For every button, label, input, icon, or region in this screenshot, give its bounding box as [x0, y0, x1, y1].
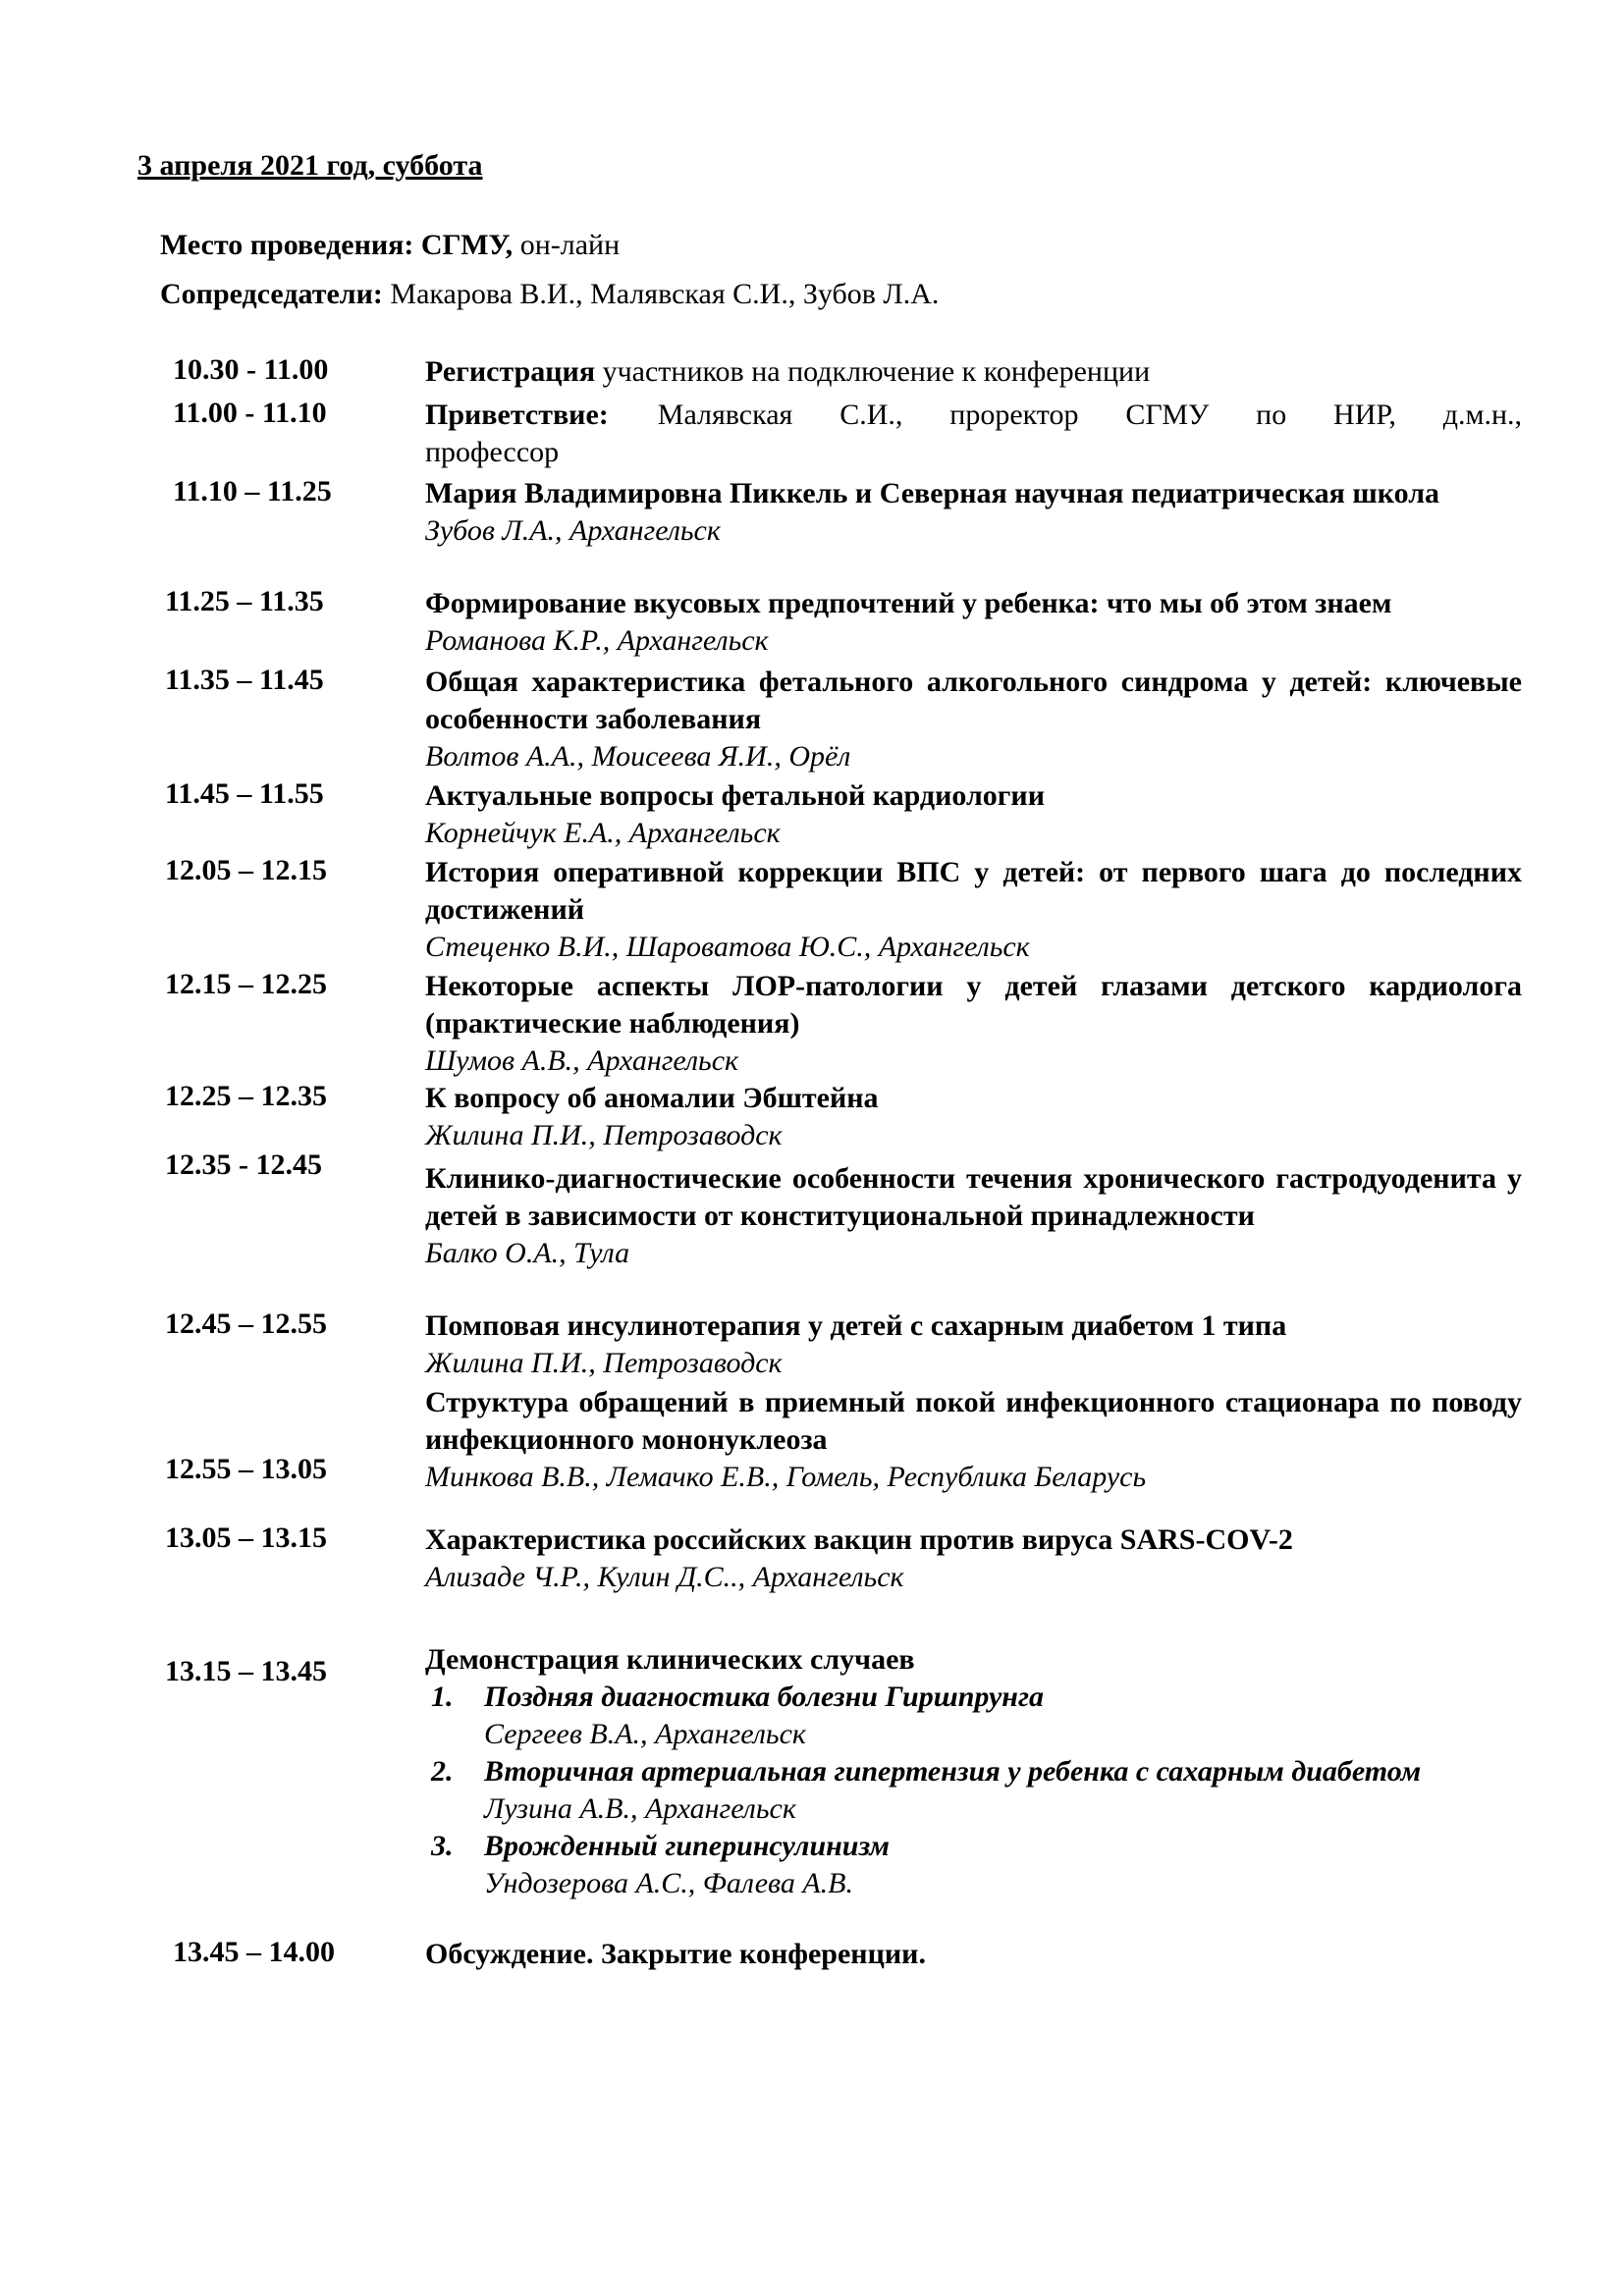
session-title: Актуальные вопросы фетальной кардиологии [425, 779, 1045, 812]
session-authors: Шумов А.В., Архангельск [425, 1044, 739, 1077]
time-slot: 11.35 – 11.45 [165, 664, 324, 696]
schedule-row [0, 475, 1624, 585]
demo-case-authors: Сергеев В.А., Архангельск [484, 1718, 806, 1750]
welcome-line [425, 397, 1522, 434]
session-title: Структура обращений в приемный покой инфекционного стационара по поводу инфекционного мононуклеоза [425, 1386, 1522, 1456]
session-content [425, 585, 1522, 660]
session-content [425, 353, 1522, 391]
demo-case-number: 2. [431, 1755, 454, 1788]
time-slot: 13.05 – 13.15 [165, 1522, 327, 1554]
session-authors: Корнейчук Е.А., Архангельск [425, 817, 781, 849]
schedule-row [0, 1641, 1624, 1936]
demo-case-item [425, 1828, 1522, 1902]
session-title: Регистрация [425, 355, 596, 388]
session-title: К вопросу об аномалии Эбштейна [425, 1082, 879, 1114]
time-slot: 13.45 – 14.00 [173, 1936, 335, 1968]
demo-case-authors: Лузина А.В., Архангельск [484, 1792, 796, 1825]
session-authors: Зубов Л.А., Архангельск [425, 514, 721, 547]
schedule-row [0, 1522, 1624, 1641]
demo-case-title: Врожденный гиперинсулинизм [484, 1830, 890, 1862]
schedule-row [0, 968, 1624, 1080]
chairs-line [160, 278, 939, 311]
session-content [425, 968, 1522, 1080]
welcome-speaker: Малявская С.И., проректор СГМУ по НИР, д.м.н., [657, 399, 1522, 431]
time-slot: 11.45 – 11.55 [165, 777, 324, 810]
venue-value: он-лайн [513, 229, 621, 261]
schedule-row [0, 1384, 1624, 1522]
demo-case-number: 1. [431, 1681, 454, 1713]
session-content [425, 1522, 1522, 1596]
session-content [425, 1308, 1522, 1382]
session-content [425, 1160, 1522, 1272]
schedule-row [0, 346, 1624, 393]
session-title: История оперативной коррекции ВПС у детей: от первого шага до последних достижений [425, 856, 1522, 926]
time-slot: 11.00 - 11.10 [173, 397, 327, 429]
chairs-label: Сопредседатели: [160, 278, 383, 310]
schedule-row [0, 1148, 1624, 1308]
schedule-row [0, 1308, 1624, 1384]
time-slot: 12.45 – 12.55 [165, 1308, 327, 1340]
demo-case-item [425, 1679, 1522, 1753]
session-authors: Жилина П.И., Петрозаводск [425, 1347, 783, 1379]
welcome-line-2: профессор [425, 436, 560, 468]
session-authors: Ализаде Ч.Р., Кулин Д.С.., Архангельск [425, 1561, 904, 1593]
session-title: Некоторые аспекты ЛОР-патологии у детей глазами детского кардиолога (практические наблюдения) [425, 970, 1522, 1040]
venue-label: Место проведения: СГМУ, [160, 229, 514, 261]
schedule-row [0, 777, 1624, 854]
schedule-row [0, 393, 1624, 475]
session-content [425, 1384, 1522, 1496]
session-title: Помповая инсулинотерапия у детей с сахарным диабетом 1 типа [425, 1309, 1287, 1342]
session-title: Обсуждение. Закрытие конференции. [425, 1938, 926, 1970]
time-slot: 12.05 – 12.15 [165, 854, 327, 886]
session-content [425, 397, 1522, 471]
session-title: Общая характеристика фетального алкогольного синдрома у детей: ключевые особенности заболевания [425, 666, 1522, 735]
schedule-row [0, 1936, 1624, 1983]
time-slot: 11.25 – 11.35 [165, 585, 324, 617]
demo-case-authors: Ундозерова А.С., Фалева А.В. [484, 1867, 854, 1899]
time-slot: 11.10 – 11.25 [173, 475, 332, 507]
session-title-rest: участников на подключение к конференции [595, 355, 1151, 388]
demo-case-list [425, 1679, 1522, 1902]
session-content [425, 1936, 1522, 1973]
session-title: Формирование вкусовых предпочтений у ребенка: что мы об этом знаем [425, 587, 1392, 619]
session-authors: Романова К.Р., Архангельск [425, 624, 769, 657]
session-authors: Минкова В.В., Лемачко Е.В., Гомель, Республика Беларусь [425, 1461, 1147, 1493]
time-slot: 10.30 - 11.00 [173, 353, 329, 386]
schedule-row [0, 854, 1624, 968]
demo-case-title: Вторичная артериальная гипертензия у ребенка с сахарным диабетом [484, 1755, 1422, 1788]
time-slot: 13.15 – 13.45 [165, 1655, 327, 1687]
demo-case-item [425, 1753, 1522, 1828]
program-schedule [0, 346, 1624, 1983]
session-content [425, 854, 1522, 966]
venue-line [160, 229, 620, 262]
session-content [425, 475, 1522, 550]
session-content [425, 777, 1522, 852]
time-slot: 12.55 – 13.05 [165, 1453, 327, 1485]
session-authors: Балко О.А., Тула [425, 1237, 630, 1269]
time-slot: 12.35 - 12.45 [165, 1148, 322, 1181]
demo-case-title: Поздняя диагностика болезни Гиршпрунга [484, 1681, 1045, 1713]
session-title: Характеристика российских вакцин против вируса SARS-COV-2 [425, 1523, 1293, 1556]
session-title: Клинико-диагностические особенности течения хронического гастродуоденита у детей в зависимости от конституциональной принадлежности [425, 1162, 1522, 1232]
schedule-row [0, 664, 1624, 777]
session-content [425, 664, 1522, 775]
chairs-value: Макарова В.И., Малявская С.И., Зубов Л.А. [382, 278, 940, 310]
session-content [425, 1641, 1522, 1902]
session-authors: Стеценко В.И., Шароватова Ю.С., Архангельск [425, 931, 1030, 963]
time-slot: 12.15 – 12.25 [165, 968, 327, 1000]
date-heading: 3 апреля 2021 год, суббота [137, 149, 483, 182]
session-title: Демонстрация клинических случаев [425, 1643, 915, 1676]
schedule-row [0, 585, 1624, 664]
time-slot: 12.25 – 12.35 [165, 1080, 327, 1112]
session-title: Приветствие: [425, 399, 609, 431]
session-title: Мария Владимировна Пиккель и Северная научная педиатрическая школа [425, 477, 1440, 509]
session-authors: Волтов А.А., Моисеева Я.И., Орёл [425, 740, 851, 773]
demo-case-number: 3. [431, 1830, 454, 1862]
schedule-row [0, 1080, 1624, 1156]
session-content [425, 1080, 1522, 1154]
session-authors: Жилина П.И., Петрозаводск [425, 1119, 783, 1151]
